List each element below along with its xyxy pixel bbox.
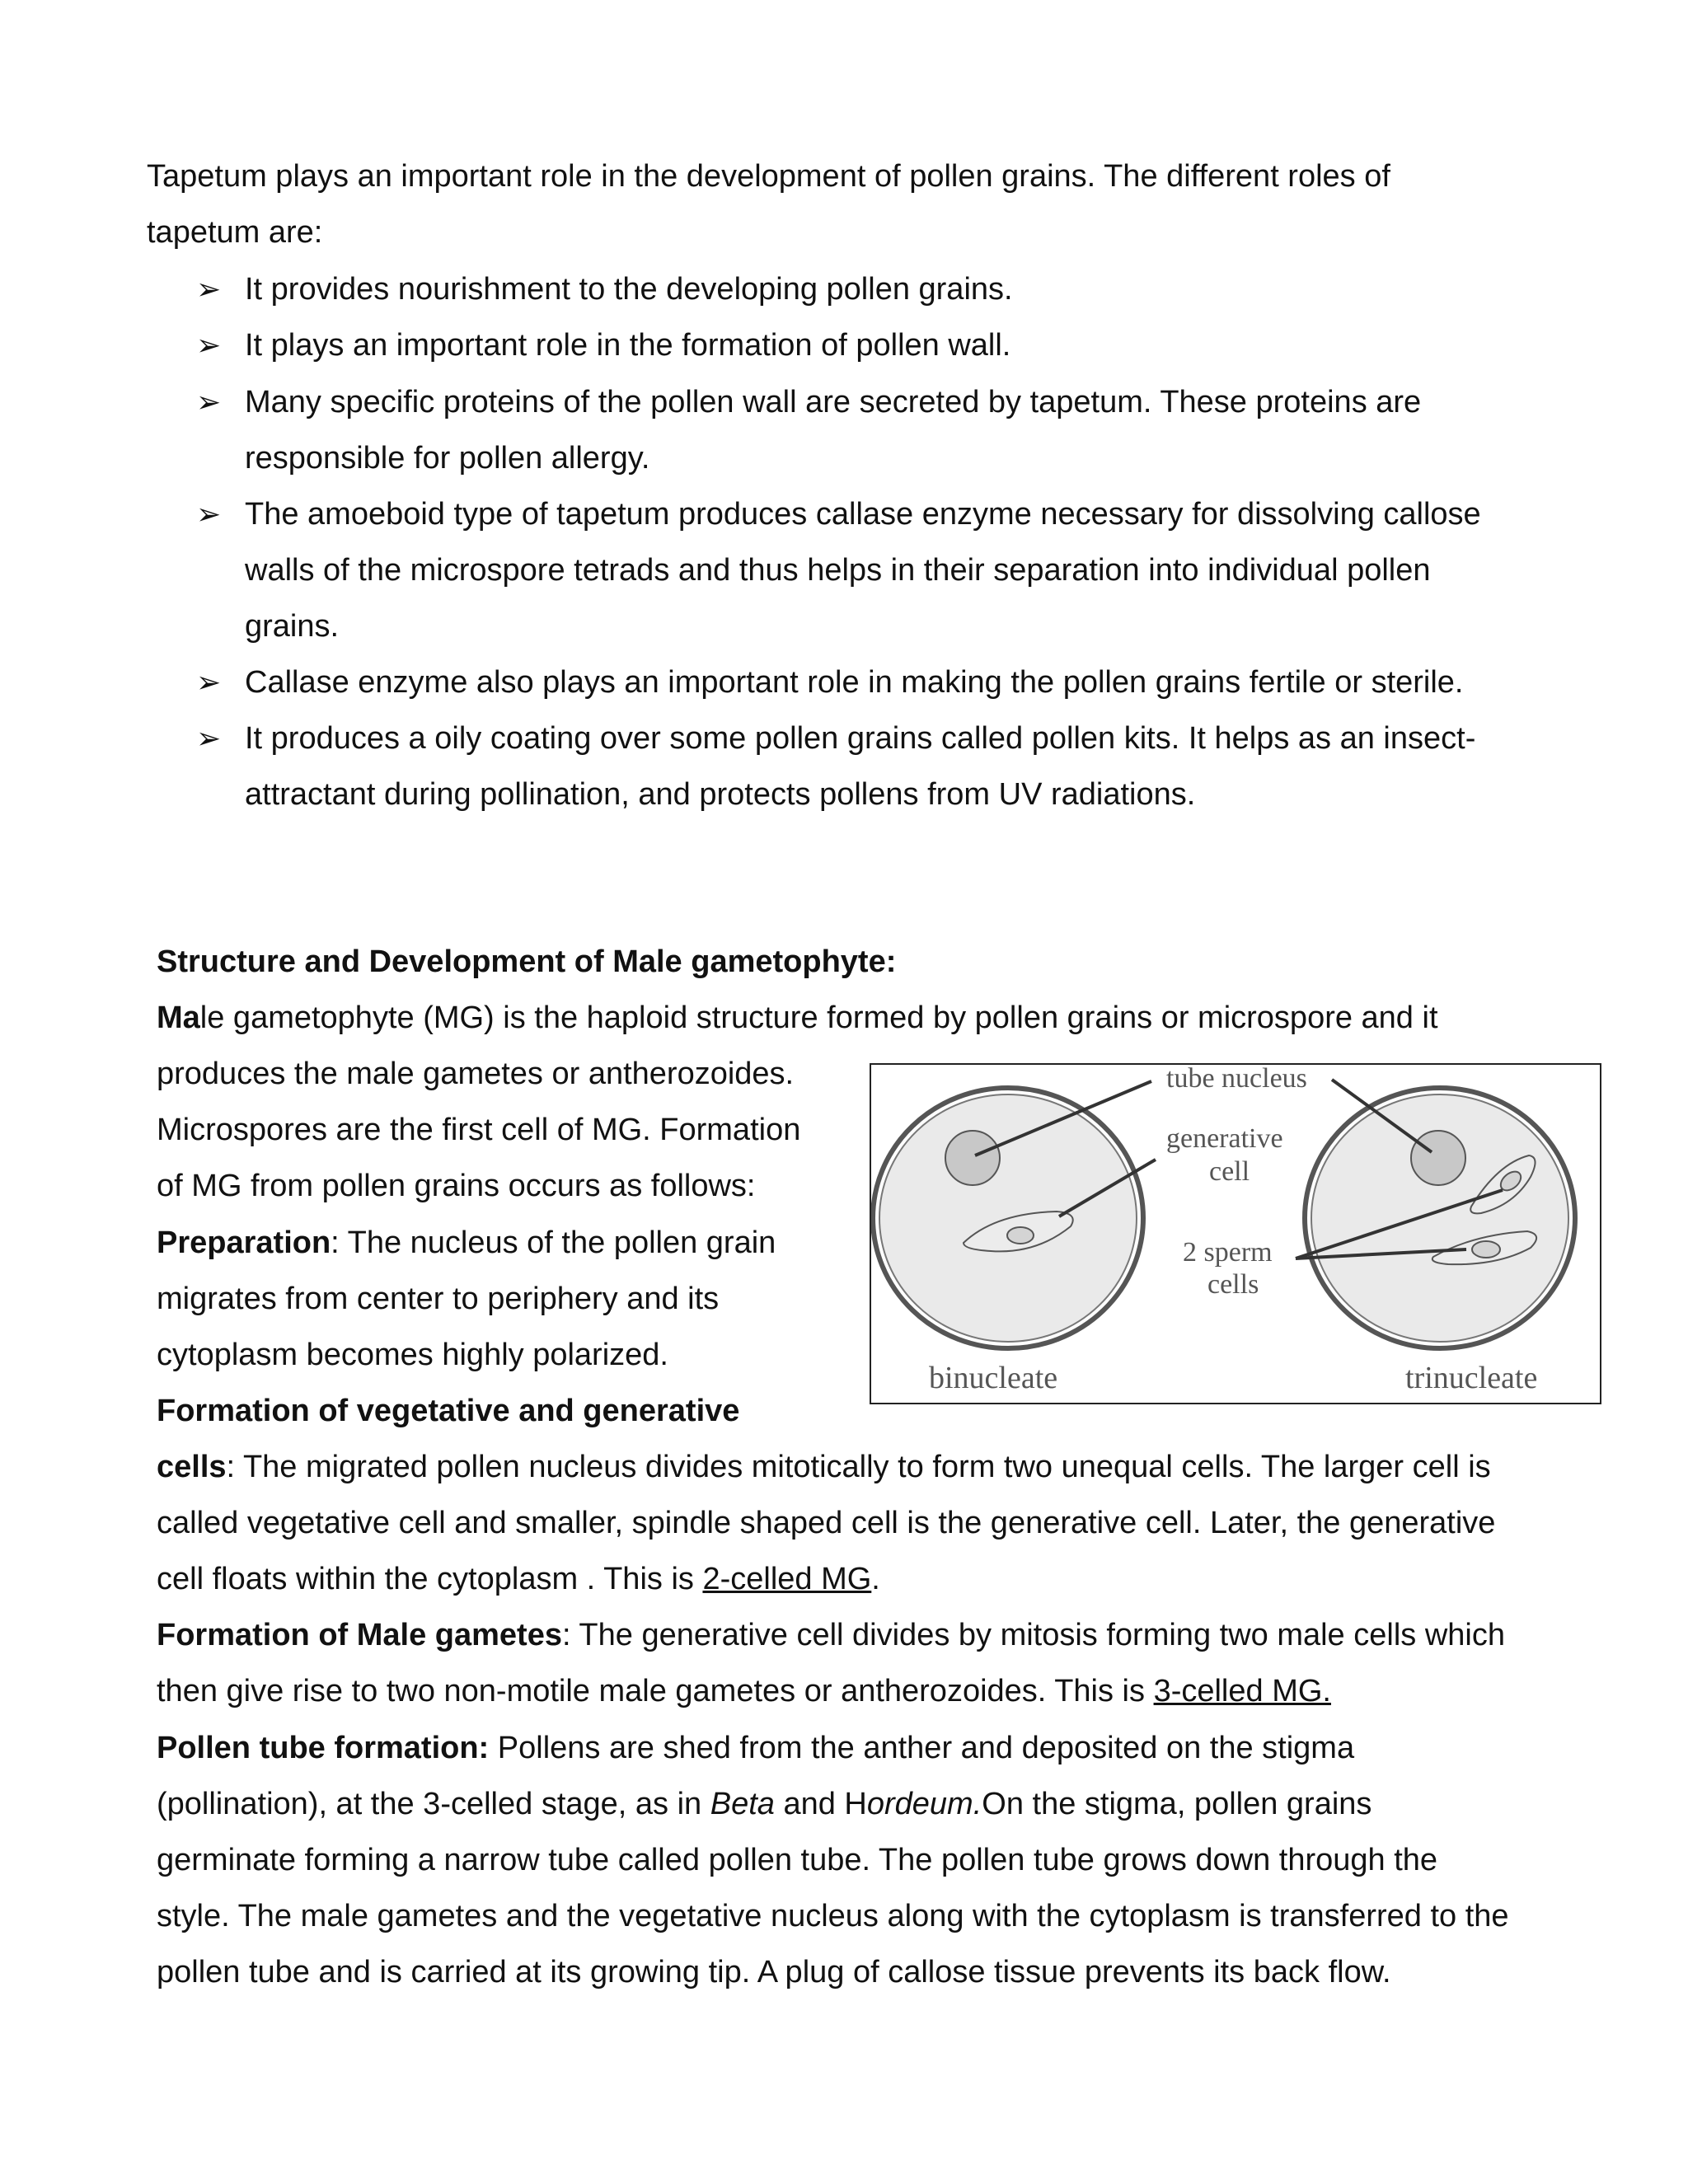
pollen-diagram: [871, 1065, 1603, 1406]
intro-line-2: tapetum are:: [147, 215, 323, 250]
definition-line-3: Microspores are the first cell of MG. Formation: [157, 1113, 801, 1147]
pollen-grain-figure: [870, 1063, 1601, 1404]
pollen-tube-line-1: Pollen tube formation: Pollens are shed from the anther and deposited on the stigma: [157, 1731, 1355, 1765]
sperm-cell-2-nucleus: [1472, 1241, 1500, 1258]
role-item-4-line-1: The amoeboid type of tapetum produces callase enzyme necessary for dissolving callose: [245, 497, 1481, 532]
role-item-4-line-3: grains.: [245, 609, 340, 644]
bullet-arrow-icon: ➢: [196, 385, 222, 419]
definition-line-1: Male gametophyte (MG) is the haploid structure formed by pollen grains or microspore and it: [157, 1001, 1438, 1035]
trinucleate-tube-nucleus: [1411, 1131, 1465, 1185]
bullet-arrow-icon: ➢: [196, 497, 222, 531]
role-item-6-line-1: It produces a oily coating over some pollen grains called pollen kits. It helps as an insect-: [245, 721, 1476, 756]
pollen-tube-line-5: pollen tube and is carried at its growing tip. A plug of callose tissue prevents its back flow.: [157, 1955, 1391, 1990]
vegetative-line-2: called vegetative cell and smaller, spindle shaped cell is the generative cell. Later, the generative: [157, 1506, 1496, 1540]
intro-line-1: Tapetum plays an important role in the development of pollen grains. The different roles of: [147, 159, 1390, 194]
role-item-3-line-1: Many specific proteins of the pollen wall are secreted by tapetum. These proteins are: [245, 385, 1422, 419]
label-cell: cell: [1209, 1156, 1250, 1187]
bullet-arrow-icon: ➢: [196, 328, 222, 362]
role-item-1: It provides nourishment to the developing pollen grains.: [245, 272, 1013, 307]
bullet-arrow-icon: ➢: [196, 272, 222, 306]
role-item-3-line-2: responsible for pollen allergy.: [245, 441, 650, 476]
preparation-line-1: Preparation: The nucleus of the pollen grain: [157, 1226, 776, 1260]
role-item-5: Callase enzyme also plays an important role in making the pollen grains fertile or sterile.: [245, 665, 1464, 700]
pollen-tube-line-4: style. The male gametes and the vegetative nucleus along with the cytoplasm is transferred to the: [157, 1899, 1509, 1933]
vegetative-line-1: cells: The migrated pollen nucleus divides mitotically to form two unequal cells. The larger cell is: [157, 1450, 1491, 1484]
bullet-arrow-icon: ➢: [196, 665, 222, 699]
preparation-line-3: cytoplasm becomes highly polarized.: [157, 1338, 668, 1372]
male-gametes-line-1: Formation of Male gametes: The generative cell divides by mitosis forming two male cells which: [157, 1618, 1505, 1652]
section-heading: Structure and Development of Male gametophyte:: [157, 944, 897, 979]
bullet-arrow-icon: ➢: [196, 721, 222, 755]
male-gametes-line-2: then give rise to two non-motile male gametes or antherozoides. This is 3-celled MG.: [157, 1674, 1331, 1708]
vegetative-heading: Formation of vegetative and generative: [157, 1394, 740, 1428]
pollen-tube-line-2: (pollination), at the 3-celled stage, as in Beta and Hordeum.On the stigma, pollen grains: [157, 1787, 1372, 1821]
definition-line-4: of MG from pollen grains occurs as follows:: [157, 1169, 756, 1203]
role-item-6-line-2: attractant during pollination, and protects pollens from UV radiations.: [245, 777, 1196, 812]
pollen-tube-line-3: germinate forming a narrow tube called pollen tube. The pollen tube grows down through the: [157, 1843, 1438, 1877]
binucleate-tube-nucleus: [945, 1131, 1000, 1185]
binucleate-generative-nucleus: [1007, 1227, 1034, 1244]
vegetative-line-3: cell floats within the cytoplasm . This is 2-celled MG.: [157, 1562, 880, 1596]
label-cells: cells: [1207, 1269, 1259, 1300]
preparation-line-2: migrates from center to periphery and its: [157, 1282, 720, 1316]
label-trinucleate: trinucleate: [1405, 1361, 1538, 1395]
label-2-sperm: 2 sperm: [1183, 1237, 1273, 1268]
role-item-4-line-2: walls of the microspore tetrads and thus helps in their separation into individual pollen: [245, 553, 1431, 588]
role-item-2: It plays an important role in the formation of pollen wall.: [245, 328, 1011, 363]
definition-line-2: produces the male gametes or antherozoides.: [157, 1057, 795, 1091]
label-generative: generative: [1166, 1123, 1283, 1154]
label-tube-nucleus: tube nucleus: [1166, 1065, 1307, 1094]
label-binucleate: binucleate: [929, 1361, 1058, 1395]
